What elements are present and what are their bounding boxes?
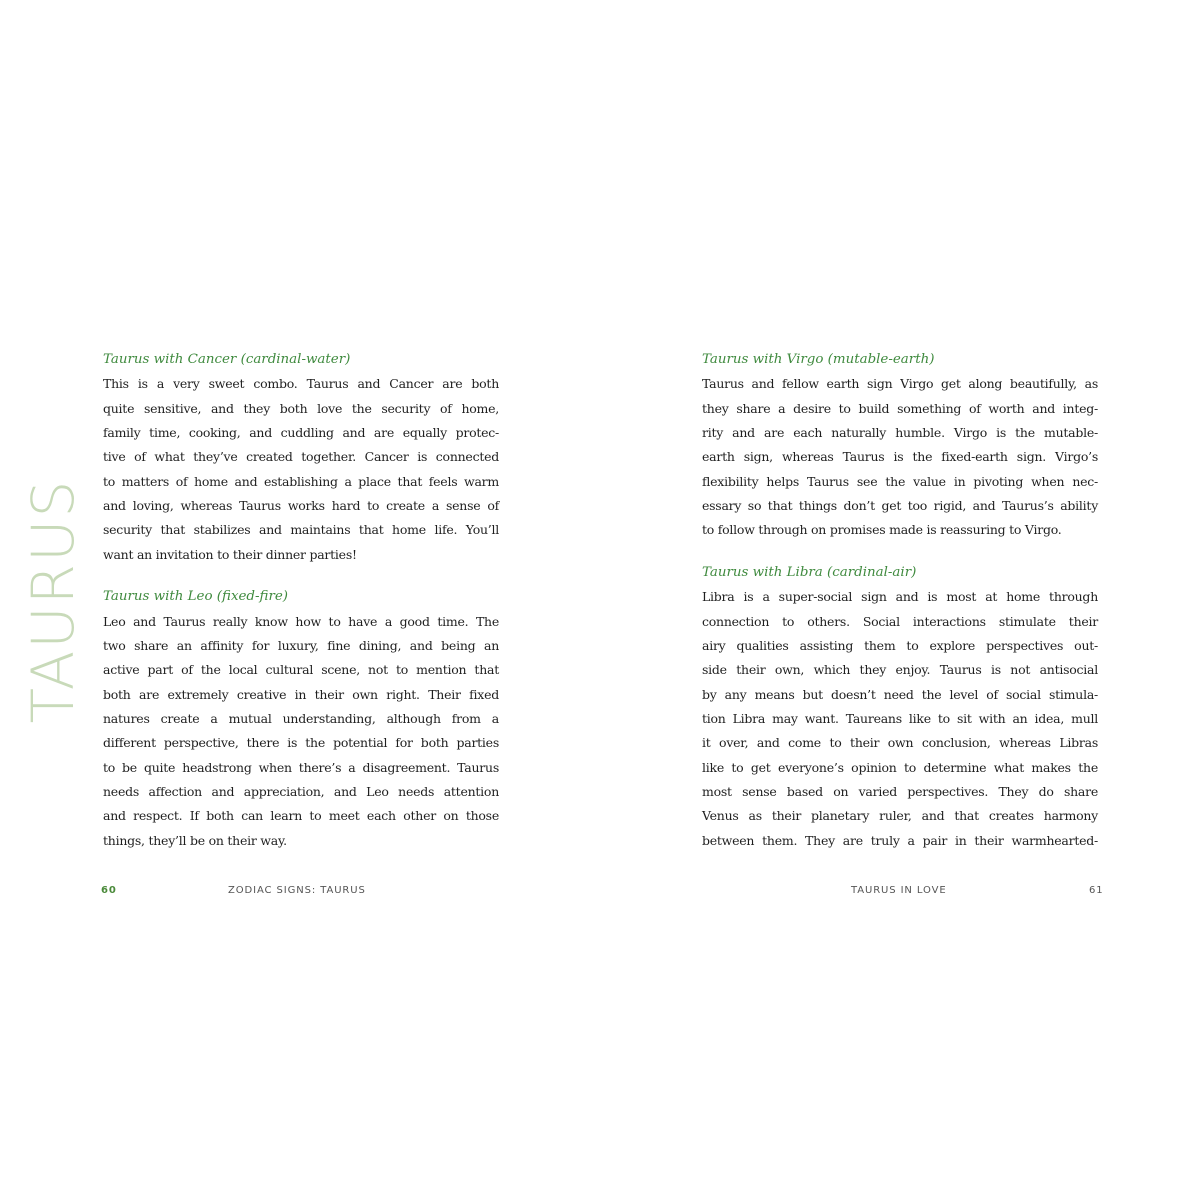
- body-line: rity and are each naturally humble. Virgo is the mutable-: [702, 425, 1098, 441]
- body-line: active part of the local cultural scene, not to mention that: [103, 662, 499, 678]
- body-line: and respect. If both can learn to meet each other on those: [103, 808, 499, 824]
- right-column: [702, 348, 1098, 871]
- body-line: flexibility helps Taurus see the value in pivoting when nec-: [702, 473, 1098, 489]
- body-line: quite sensitive, and they both love the security of home,: [103, 400, 499, 416]
- body-line: by any means but doesn’t need the level of social stimula-: [702, 686, 1098, 702]
- running-head: ZODIAC SIGNS: TAURUS: [228, 885, 366, 896]
- side-title: [19, 478, 87, 724]
- body-line: to matters of home and establishing a place that feels warm: [103, 473, 499, 489]
- body-line: Leo and Taurus really know how to have a good time. The: [103, 613, 499, 629]
- section-heading: Taurus with Cancer (cardinal-water): [103, 352, 351, 367]
- body-line: Venus as their planetary ruler, and that creates harmony: [702, 808, 1098, 824]
- body-line: security that stabilizes and maintains that home life. You’ll: [103, 522, 499, 538]
- body-line: Taurus and fellow earth sign Virgo get along beautifully, as: [702, 376, 1098, 392]
- body-line: family time, cooking, and cuddling and are equally protec-: [103, 425, 499, 441]
- body-line: it over, and come to their own conclusion, whereas Libras: [702, 735, 1098, 751]
- section-body: [103, 610, 499, 853]
- body-line: airy qualities assisting them to explore perspectives out-: [702, 637, 1098, 653]
- section-body: [702, 585, 1098, 853]
- section-body: [103, 372, 499, 567]
- section-taurus-cancer: [103, 348, 499, 567]
- left-column: [103, 348, 499, 871]
- body-line: different perspective, there is the potential for both parties: [103, 735, 499, 751]
- body-line: connection to others. Social interactions stimulate their: [702, 613, 1098, 629]
- body-line: things, they’ll be on their way.: [103, 832, 287, 848]
- side-title-text: TAURUS: [19, 478, 87, 724]
- body-line: want an invitation to their dinner parties!: [103, 546, 357, 562]
- body-line: This is a very sweet combo. Taurus and Cancer are both: [103, 376, 499, 392]
- body-line: they share a desire to build something of worth and integ-: [702, 400, 1098, 416]
- section-taurus-leo: [103, 585, 499, 853]
- body-line: Libra is a super-social sign and is most at home through: [702, 589, 1098, 605]
- page-number: 60: [101, 885, 117, 896]
- body-line: two share an affinity for luxury, fine dining, and being an: [103, 637, 499, 653]
- body-line: to follow through on promises made is reassuring to Virgo.: [702, 522, 1062, 538]
- body-line: both are extremely creative in their own right. Their fixed: [103, 686, 499, 702]
- running-head: TAURUS IN LOVE: [851, 885, 947, 896]
- body-line: needs affection and appreciation, and Leo needs attention: [103, 783, 499, 799]
- body-line: tive of what they’ve created together. Cancer is connected: [103, 449, 499, 465]
- body-line: tion Libra may want. Taureans like to sit with an idea, mull: [702, 710, 1098, 726]
- right-page: [600, 0, 1200, 1200]
- body-line: most sense based on varied perspectives. They do share: [702, 783, 1098, 799]
- section-heading: Taurus with Leo (fixed-fire): [103, 589, 289, 605]
- section-taurus-virgo: [702, 348, 1098, 543]
- body-line: like to get everyone’s opinion to determine what makes the: [702, 759, 1098, 775]
- section-heading: Taurus with Virgo (mutable-earth): [702, 352, 935, 367]
- body-line: essary so that things don’t get too rigid, and Taurus’s ability: [702, 498, 1098, 514]
- body-line: side their own, which they enjoy. Taurus is not antisocial: [702, 662, 1098, 678]
- section-taurus-libra: [702, 561, 1098, 853]
- page-number: 61: [1089, 885, 1104, 896]
- body-line: earth sign, whereas Taurus is the fixed-earth sign. Virgo’s: [702, 449, 1098, 465]
- section-body: [702, 372, 1098, 542]
- section-heading: Taurus with Libra (cardinal-air): [702, 564, 917, 580]
- body-line: to be quite headstrong when there’s a disagreement. Taurus: [103, 759, 499, 775]
- body-line: natures create a mutual understanding, although from a: [103, 710, 499, 726]
- body-line: between them. They are truly a pair in their warmhearted-: [702, 832, 1098, 848]
- body-line: and loving, whereas Taurus works hard to create a sense of: [103, 498, 499, 514]
